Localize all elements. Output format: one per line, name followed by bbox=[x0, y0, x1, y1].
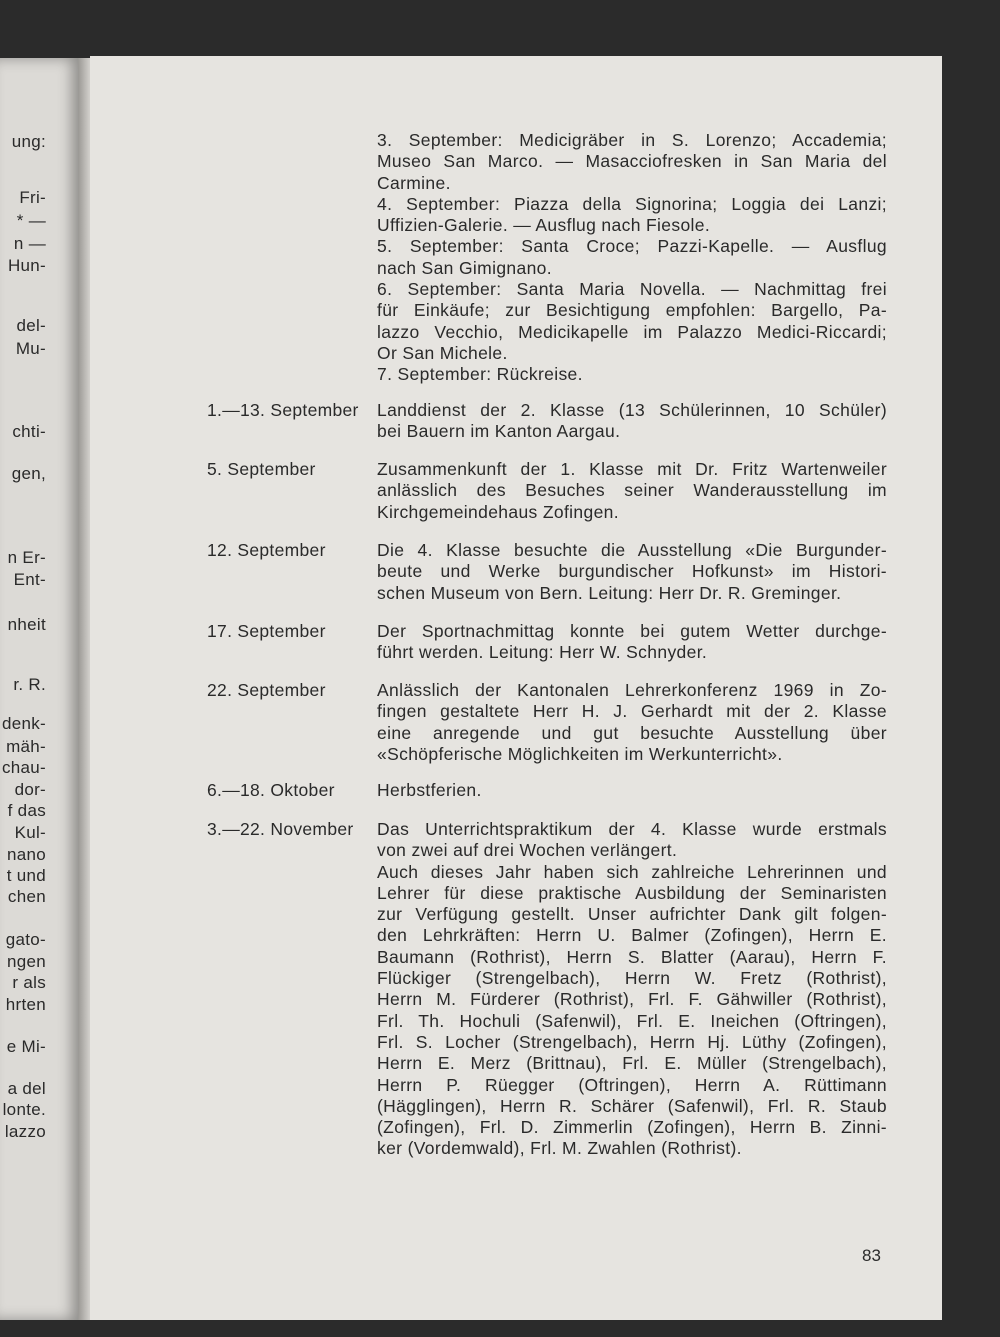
left-page-fragment: Kul- bbox=[14, 823, 46, 842]
entry-line: Kirchgemeindehaus Zofingen. bbox=[377, 501, 619, 522]
itinerary-line: lazzo Vecchio, Medicikapelle im Palazzo Medici-Riccardi; bbox=[377, 321, 887, 342]
left-page-fragment: ung: bbox=[11, 132, 46, 151]
left-page-fragment: chen bbox=[7, 887, 46, 906]
left-page-fragment: nheit bbox=[7, 615, 46, 634]
left-page-fragment: * — bbox=[16, 211, 46, 230]
entry-text bbox=[377, 680, 887, 765]
right-page bbox=[90, 56, 942, 1320]
entry-line: «Schöpferische Möglichkeiten im Werkunterricht». bbox=[377, 743, 783, 764]
entry-line: Herrn P. Rüegger (Oftringen), Herrn A. Rüttimann bbox=[377, 1074, 887, 1095]
left-page-fragment: e Mi- bbox=[6, 1037, 46, 1056]
entry-line: (Zofingen), Frl. D. Zimmerlin (Zofingen), Herrn B. Zinni- bbox=[377, 1117, 887, 1138]
entry-line: Herrn M. Fürderer (Rothrist), Frl. F. Gähwiller (Rothrist), bbox=[377, 989, 887, 1010]
left-page-fragment: a del bbox=[7, 1079, 46, 1098]
entry-line: Der Sportnachmittag konnte bei gutem Wetter durchge- bbox=[377, 621, 887, 641]
entry-line: von zwei auf drei Wochen verlängert. bbox=[377, 840, 678, 861]
itinerary-line: Museo San Marco. — Masacciofresken in San Maria del bbox=[377, 151, 887, 172]
entry-line: Die 4. Klasse besuchte die Ausstellung «Die Burgunder- bbox=[377, 540, 887, 560]
entry-line: Frl. Th. Hochuli (Safenwil), Frl. E. Ineichen (Oftringen), bbox=[377, 1010, 887, 1031]
left-page-fragment: f das bbox=[7, 801, 46, 820]
entry-text bbox=[377, 621, 887, 664]
itinerary-line: 7. September: Rückreise. bbox=[377, 364, 583, 385]
entry-line: Landdienst der 2. Klasse (13 Schülerinnen, 10 Schüler) bbox=[377, 400, 887, 420]
entry-text bbox=[377, 400, 887, 443]
left-page-fragment: hrten bbox=[5, 995, 46, 1014]
left-page-fragment: n — bbox=[13, 234, 46, 253]
entry-line: beute und Werke burgundischer Hofkunst» im Histori- bbox=[377, 561, 887, 582]
entry-date: 5. September bbox=[207, 459, 316, 479]
entry-line: bei Bauern im Kanton Aargau. bbox=[377, 421, 621, 442]
entry-date: 17. September bbox=[207, 621, 326, 641]
left-page-fragment: gato- bbox=[5, 930, 46, 949]
entry-line: eine anregende und gut besuchte Ausstellung über bbox=[377, 722, 887, 743]
left-page-fragment: chau- bbox=[1, 758, 46, 777]
itinerary-line: Uffizien-Galerie. — Ausflug nach Fiesole. bbox=[377, 215, 711, 236]
left-page-fragment: denk- bbox=[1, 714, 46, 733]
entry-line: Frl. S. Locher (Strengelbach), Herrn Hj. Lüthy (Zofingen), bbox=[377, 1031, 887, 1052]
entry-date: 3.—22. November bbox=[207, 819, 354, 839]
left-page-fragment: lonte. bbox=[2, 1100, 46, 1119]
left-page-fragment: chti- bbox=[12, 422, 46, 441]
entry-line: Anlässlich der Kantonalen Lehrerkonferenz 1969 in Zo- bbox=[377, 680, 887, 700]
itinerary-line: für Einkäufe; zur Besichtigung empfohlen: Bargello, Pa- bbox=[377, 300, 887, 321]
entry-text bbox=[377, 459, 887, 523]
entry-line: schen Museum von Bern. Leitung: Herr Dr. R. Greminger. bbox=[377, 582, 842, 603]
left-page-fragment: mäh- bbox=[6, 737, 46, 756]
left-page-fragment: Mu- bbox=[15, 339, 46, 358]
itinerary-block bbox=[377, 130, 887, 386]
left-page-fragment: Fri- bbox=[19, 188, 46, 207]
entry-text bbox=[377, 540, 887, 604]
entry-line: anlässlich des Besuches seiner Wanderausstellung im bbox=[377, 480, 887, 501]
itinerary-line: 6. September: Santa Maria Novella. — Nachmittag frei bbox=[377, 279, 887, 300]
page-number: 83 bbox=[862, 1246, 881, 1265]
entry-line: Flückiger (Strengelbach), Herrn W. Fretz (Rothrist), bbox=[377, 968, 887, 989]
itinerary-line: 5. September: Santa Croce; Pazzi-Kapelle. — Ausflug bbox=[377, 236, 887, 257]
left-page-fragment: lazzo bbox=[4, 1122, 46, 1141]
entry-line: Das Unterrichtspraktikum der 4. Klasse wurde erstmals bbox=[377, 819, 887, 839]
left-page-fragment: del- bbox=[16, 316, 46, 335]
entry-date: 12. September bbox=[207, 540, 326, 560]
entry-line: den Lehrkräften: Herrn U. Balmer (Zofingen), Herrn E. bbox=[377, 925, 887, 946]
left-page-fragment: r als bbox=[12, 973, 46, 992]
entry-line: Herbstferien. bbox=[377, 780, 482, 800]
entry-text bbox=[377, 819, 887, 1160]
entry-line: ker (Vordemwald), Frl. M. Zwahlen (Rothrist). bbox=[377, 1138, 742, 1159]
entry-line: Herrn E. Merz (Brittnau), Frl. E. Müller (Strengelbach), bbox=[377, 1053, 887, 1074]
left-page-fragment: gen, bbox=[11, 464, 46, 483]
itinerary-line: 3. September: Medicigräber in S. Lorenzo; Accademia; bbox=[377, 130, 887, 150]
entry-line: Baumann (Rothrist), Herrn S. Blatter (Aarau), Herrn F. bbox=[377, 946, 887, 967]
entry-text bbox=[377, 780, 887, 801]
entry-line: Auch dieses Jahr haben sich zahlreiche Lehrerinnen und bbox=[377, 861, 887, 882]
left-page-fragment: Ent- bbox=[13, 570, 46, 589]
entry-date: 1.—13. September bbox=[207, 400, 359, 420]
left-page-fragment: dor- bbox=[14, 780, 46, 799]
entry-line: (Hägglingen), Herrn R. Schärer (Safenwil), Frl. R. Staub bbox=[377, 1095, 887, 1116]
left-page-fragment: r. R. bbox=[13, 675, 46, 694]
left-page-fragment: nano bbox=[6, 845, 46, 864]
entry-date: 22. September bbox=[207, 680, 326, 700]
left-page-fragment: n Er- bbox=[7, 548, 46, 567]
itinerary-line: nach San Gimignano. bbox=[377, 257, 552, 278]
itinerary-line: 4. September: Piazza della Signorina; Loggia dei Lanzi; bbox=[377, 193, 887, 214]
itinerary-line: Or San Michele. bbox=[377, 342, 508, 363]
entry-line: Zusammenkunft der 1. Klasse mit Dr. Fritz Wartenweiler bbox=[377, 459, 887, 479]
left-page-fragment: t und bbox=[6, 866, 46, 885]
left-page-fragment: Hun- bbox=[7, 256, 46, 275]
entry-line: Lehrer für diese praktische Ausbildung der Seminaristen bbox=[377, 882, 887, 903]
entry-line: zur Verfügung gestellt. Unser aufrichter Dank gilt folgen- bbox=[377, 904, 887, 925]
itinerary-line: Carmine. bbox=[377, 172, 451, 193]
entry-line: führt werden. Leitung: Herr W. Schnyder. bbox=[377, 642, 708, 663]
left-page-edge bbox=[0, 58, 82, 1320]
entry-date: 6.—18. Oktober bbox=[207, 780, 335, 800]
entry-line: fingen gestaltete Herr H. J. Gerhardt mit der 2. Klasse bbox=[377, 701, 887, 722]
left-page-fragment: ngen bbox=[6, 952, 46, 971]
